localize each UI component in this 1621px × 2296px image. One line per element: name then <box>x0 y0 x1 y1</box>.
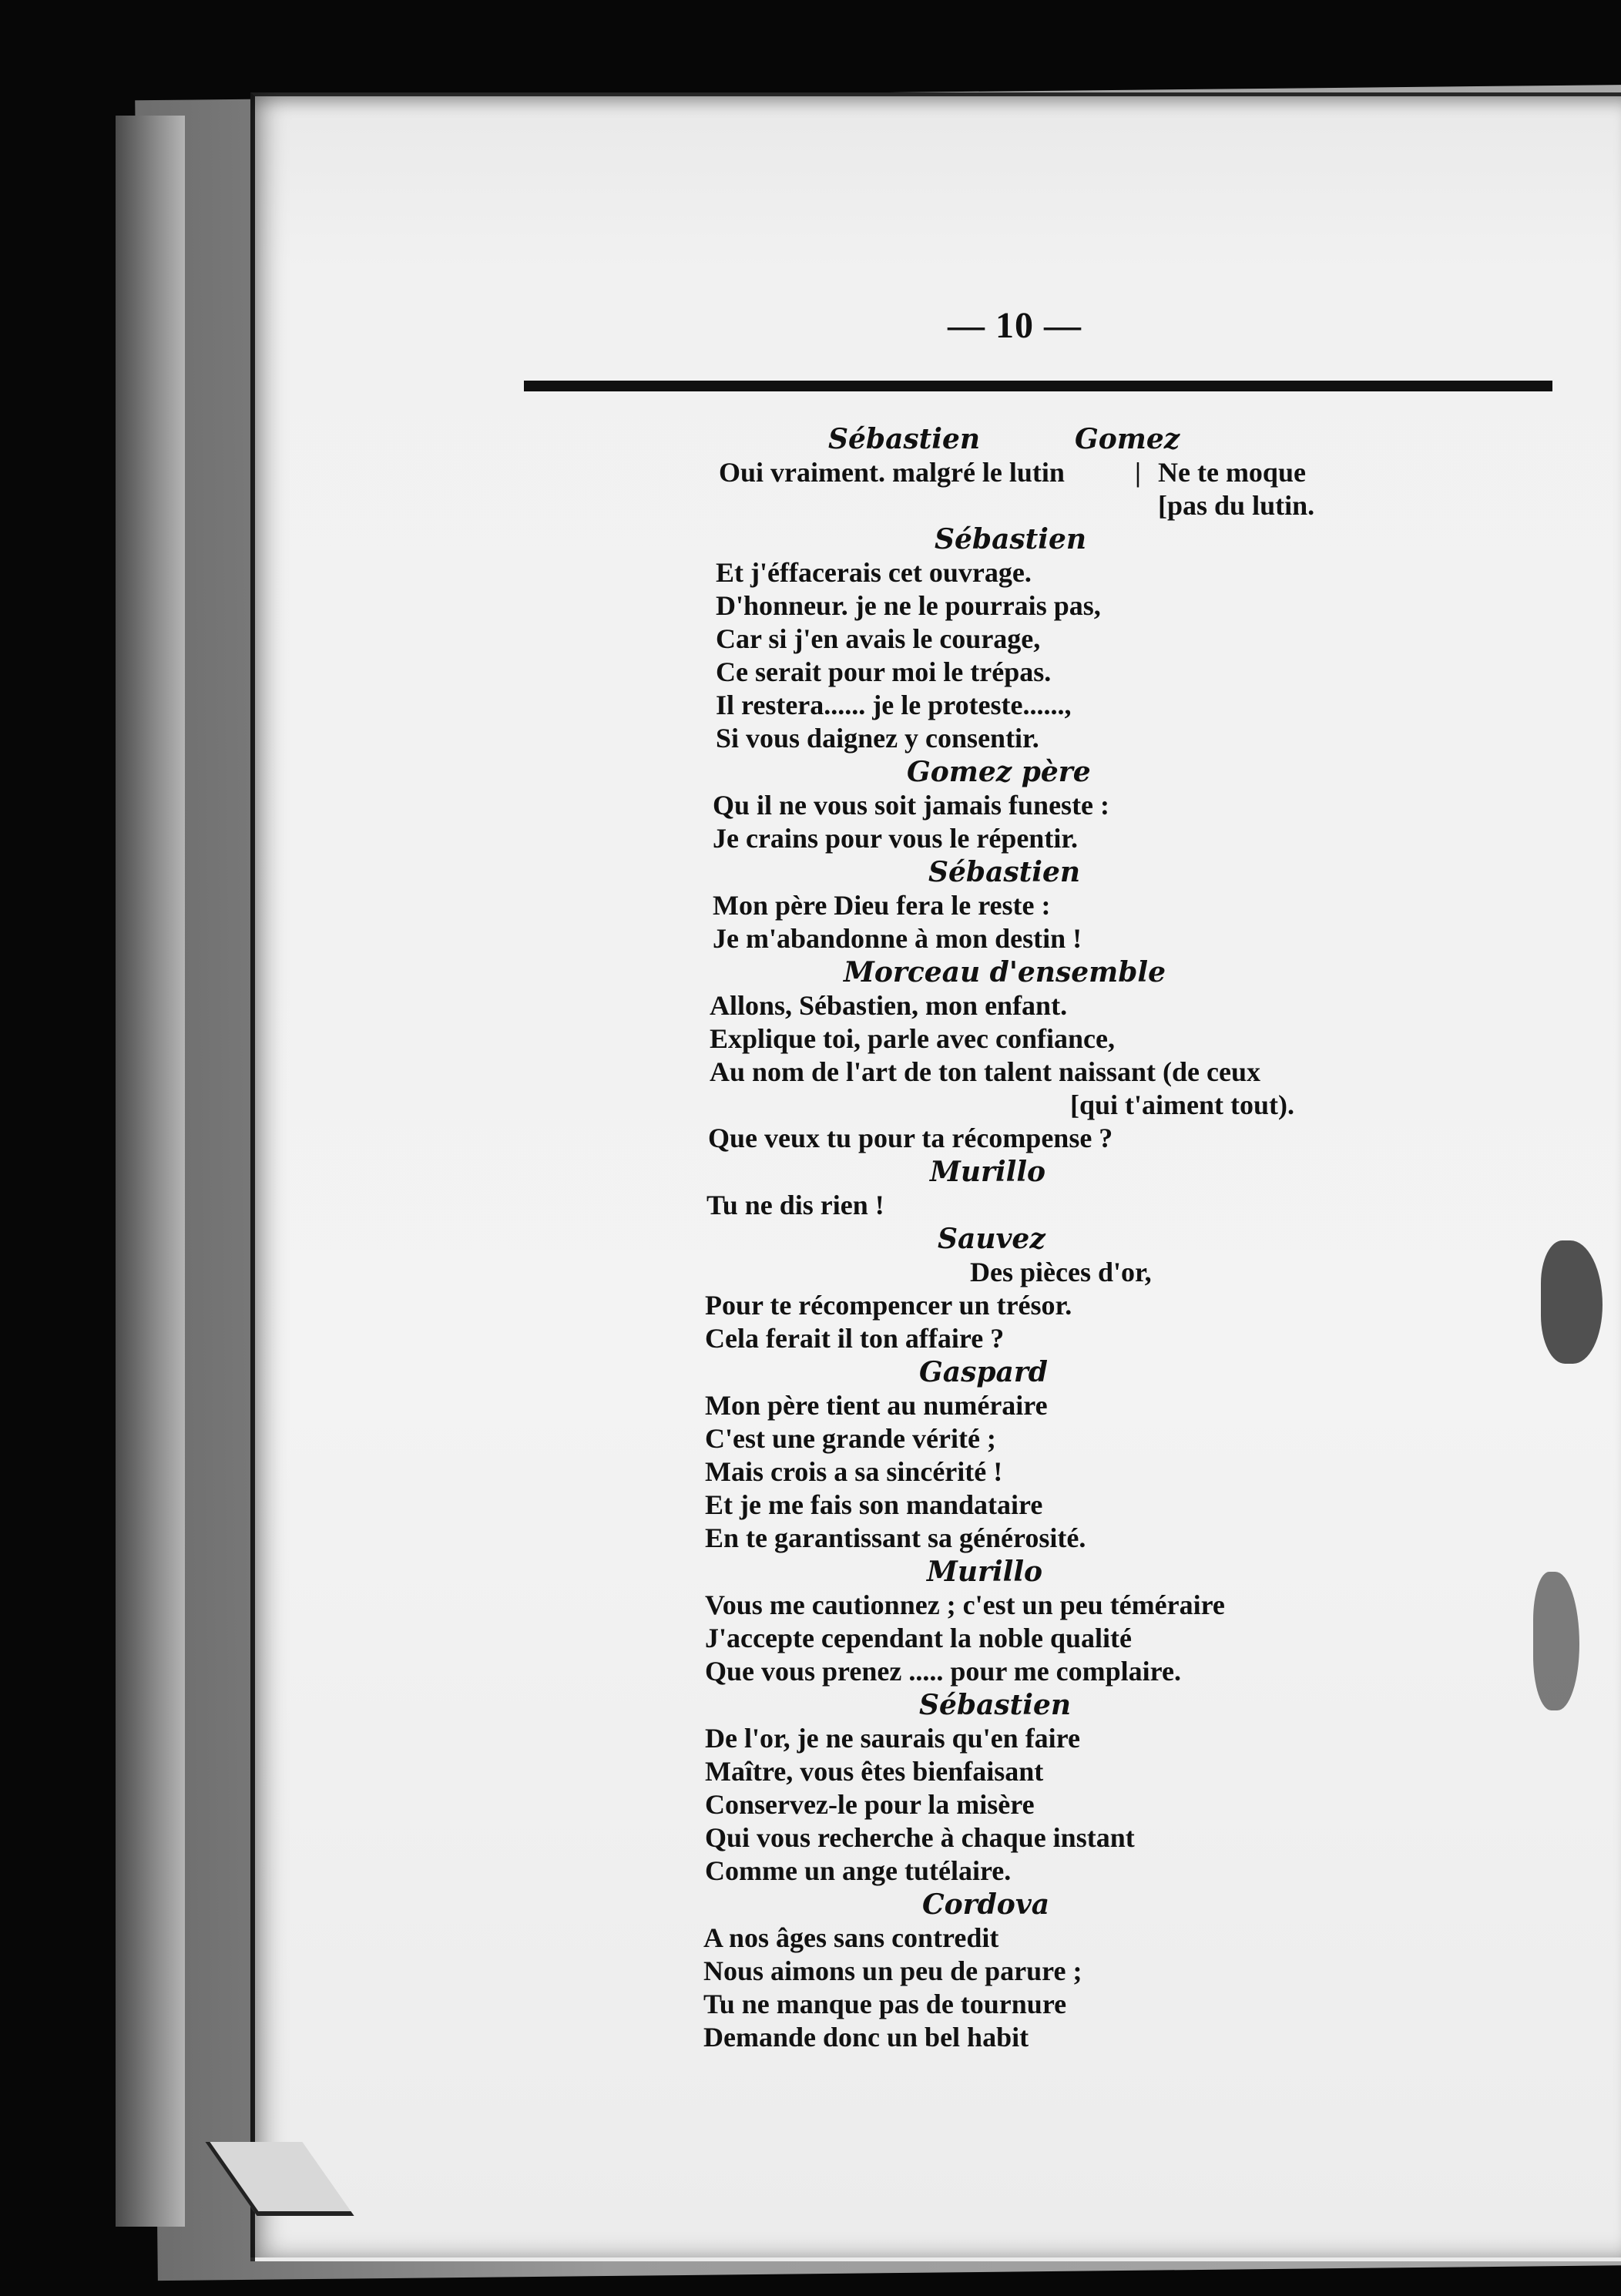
verse-text: Tu ne manque pas de tournure <box>703 1989 1067 2019</box>
verse-text: D'honneur. je ne le pourrais pas, <box>716 590 1101 621</box>
verse-line <box>705 1422 1552 1455</box>
verse-continuation: [pas du lutin. <box>1158 490 1315 521</box>
verse-text: Il restera...... je le proteste......, <box>716 690 1072 720</box>
character-heading-row <box>705 755 1552 789</box>
verse-line <box>705 1022 1552 1056</box>
verse-line <box>705 2021 1552 2054</box>
verse-line <box>705 1189 1552 1222</box>
character-heading-row <box>705 1888 1552 1922</box>
character-name: Sauvez <box>938 1223 1045 1255</box>
character-heading-row <box>705 1155 1552 1189</box>
verse-text: Que veux tu pour ta récompense ? <box>708 1123 1113 1153</box>
verse-text: Explique toi, parle avec confiance, <box>710 1023 1115 1054</box>
character-name: Sébastien <box>928 856 1081 888</box>
verse-line <box>705 1755 1552 1788</box>
character-heading-row <box>705 1355 1552 1389</box>
page-number: — 10 — <box>948 305 1082 346</box>
verse-text: Nous aimons un peu de parure ; <box>703 1955 1082 1986</box>
verse-line <box>705 922 1552 955</box>
verse-line <box>705 1788 1552 1821</box>
verse-line <box>705 1389 1552 1422</box>
verse-text <box>705 422 1552 2054</box>
verse-line <box>705 656 1552 689</box>
character-name: Gomez <box>1075 423 1180 455</box>
verse-line <box>705 1256 1552 1289</box>
verse-text: A nos âges sans contredit <box>703 1922 999 1953</box>
verse-line <box>705 822 1552 855</box>
column-separator: | <box>1135 457 1141 488</box>
verse-line <box>705 1089 1552 1122</box>
verse-line <box>705 1655 1552 1688</box>
character-name: Cordova <box>922 1888 1050 1921</box>
character-heading-row <box>705 522 1552 556</box>
character-name: Murillo <box>927 1556 1043 1588</box>
verse-text: Cela ferait il ton affaire ? <box>705 1323 1005 1354</box>
verse-line <box>705 722 1552 755</box>
character-heading-row <box>705 422 1552 456</box>
verse-text: De l'or, je ne saurais qu'en faire <box>705 1723 1080 1754</box>
verse-text: J'accepte cependant la noble qualité <box>705 1623 1132 1653</box>
book-spine-shadow <box>116 116 185 2227</box>
verse-line <box>705 789 1552 822</box>
header-rule <box>524 381 1552 391</box>
character-name: Gaspard <box>919 1356 1048 1388</box>
character-heading-row <box>705 855 1552 889</box>
verse-text: Si vous daignez y consentir. <box>716 723 1039 754</box>
verse-line <box>705 1056 1552 1089</box>
verse-continuation: [qui t'aiment tout). <box>1070 1089 1294 1120</box>
verse-text: Qu il ne vous soit jamais funeste : <box>713 790 1110 821</box>
verse-line <box>705 456 1552 489</box>
verse-text: Des pièces d'or, <box>970 1257 1152 1287</box>
verse-line <box>705 1522 1552 1555</box>
verse-text: Vous me cautionnez ; c'est un peu téméraire <box>705 1589 1225 1620</box>
verse-line <box>705 1955 1552 1988</box>
verse-text: Pour te récompencer un trésor. <box>705 1290 1072 1321</box>
verse-line <box>705 1988 1552 2021</box>
verse-text-left: Oui vraiment. malgré le lutin <box>719 457 1065 488</box>
character-name: Sébastien <box>919 1689 1072 1721</box>
verse-line <box>705 1489 1552 1522</box>
verse-text: Allons, Sébastien, mon enfant. <box>710 990 1068 1021</box>
verse-line <box>705 889 1552 922</box>
verse-line <box>705 556 1552 589</box>
verse-text: Je crains pour vous le répentir. <box>713 823 1078 854</box>
verse-line <box>705 1855 1552 1888</box>
verse-line <box>705 489 1552 522</box>
verse-text: Au nom de l'art de ton talent naissant (de ceux <box>710 1056 1261 1087</box>
verse-text: Mon père tient au numéraire <box>705 1390 1048 1421</box>
character-heading-row <box>705 955 1552 989</box>
verse-line <box>705 1455 1552 1489</box>
verse-line <box>705 1322 1552 1355</box>
character-heading-row <box>705 1688 1552 1722</box>
character-name: Sébastien <box>935 523 1087 556</box>
verse-text: Comme un ange tutélaire. <box>705 1855 1012 1886</box>
verse-text: Car si j'en avais le courage, <box>716 623 1041 654</box>
verse-text: C'est une grande vérité ; <box>705 1423 996 1454</box>
verse-text: Que vous prenez ..... pour me complaire. <box>705 1656 1181 1687</box>
verse-line <box>705 689 1552 722</box>
verse-line <box>705 1922 1552 1955</box>
verse-line <box>705 1821 1552 1855</box>
verse-line <box>705 1289 1552 1322</box>
verse-text-right: Ne te moque <box>1158 457 1306 488</box>
verse-text: Ce serait pour moi le trépas. <box>716 656 1052 687</box>
verse-text: Maître, vous êtes bienfaisant <box>705 1756 1044 1787</box>
verse-text: Demande donc un bel habit <box>703 2022 1029 2053</box>
verse-line <box>705 589 1552 623</box>
verse-text: Mon père Dieu fera le reste : <box>713 890 1051 921</box>
character-name: Gomez père <box>907 756 1091 788</box>
verse-line <box>705 989 1552 1022</box>
verse-text: Mais crois a sa sincérité ! <box>705 1456 1003 1487</box>
verse-text: Conservez-le pour la misère <box>705 1789 1035 1820</box>
verse-text: Tu ne dis rien ! <box>706 1190 884 1220</box>
character-heading-row <box>705 1555 1552 1589</box>
verse-line <box>705 1122 1552 1155</box>
verse-text: Et j'éffacerais cet ouvrage. <box>716 557 1032 588</box>
verse-line <box>705 1722 1552 1755</box>
character-name: Morceau d'ensemble <box>844 956 1166 989</box>
verse-text: Qui vous recherche à chaque instant <box>705 1822 1135 1853</box>
verse-text: Je m'abandonne à mon destin ! <box>713 923 1082 954</box>
verse-line <box>705 623 1552 656</box>
verse-line <box>705 1589 1552 1622</box>
verse-text: Et je me fais son mandataire <box>705 1489 1043 1520</box>
verse-line <box>705 1622 1552 1655</box>
character-heading-row <box>705 1222 1552 1256</box>
verse-text: En te garantissant sa générosité. <box>705 1522 1086 1553</box>
character-name: Sébastien <box>828 423 981 455</box>
character-name: Murillo <box>930 1156 1046 1188</box>
